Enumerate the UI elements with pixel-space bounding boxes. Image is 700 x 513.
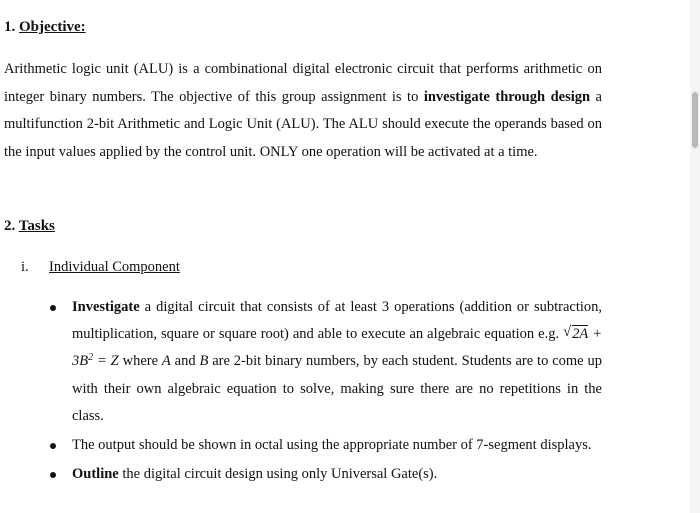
variable-a: A: [161, 353, 171, 370]
bullet-icon: [50, 443, 56, 449]
subsection-heading: [21, 258, 180, 276]
section-number: 1.: [4, 19, 16, 35]
bullet-text: and: [170, 353, 200, 370]
bullet-bold: Outline: [72, 466, 119, 483]
square-root-expression: [563, 321, 588, 348]
bullet-text: the digital circuit design using only Universal Gate(s).: [118, 466, 438, 483]
objective-text-end: a multifunction 2-bit Arithmetic and Logic Unit (ALU). The ALU should execute the operands based on the input values applied by the control unit. ONLY one operation will be activated at a time.: [4, 88, 602, 160]
bullet-icon: [50, 305, 56, 311]
list-item: [48, 432, 602, 459]
bullet-text: The output should be shown in octal using the appropriate number of 7-segment displays.: [72, 437, 592, 454]
section-heading-tasks: [4, 217, 55, 235]
bullet-text: a digital circuit that consists of at least 3 operations (addition or subtraction, multiplication, square or square root) and able to execute an algebraic equation e.g.: [72, 299, 602, 343]
radicand: 2A: [572, 326, 589, 343]
variable-b: B: [199, 353, 209, 370]
section-title: Objective:: [19, 19, 86, 35]
task-list: [48, 294, 602, 490]
section-number: 2.: [4, 218, 16, 234]
scrollbar-thumb[interactable]: [692, 92, 698, 148]
list-item: [48, 294, 602, 430]
objective-paragraph: [4, 56, 602, 166]
bullet-text: where: [118, 353, 162, 370]
section-heading-objective: [4, 18, 86, 36]
bullet-icon: [50, 472, 56, 478]
vertical-scrollbar[interactable]: [690, 0, 700, 513]
subsection-number: i.: [21, 259, 29, 275]
radical-sign-icon: √: [563, 324, 572, 341]
list-item: [48, 461, 602, 488]
subsection-title: Individual Component: [49, 259, 180, 275]
objective-text-start: Arithmetic logic unit (ALU) is a combinational digital electronic circuit that performs arithmetic on integer binary numbers. The objective of this group assignment is to: [4, 61, 602, 105]
objective-text-bold: investigate through design: [423, 88, 591, 105]
equation-exponent: 2: [88, 352, 94, 364]
bullet-text: are 2-bit binary numbers, by each student. Students are to come up with their own algebraic equation to solve, making sure there are no repetitions in the class.: [72, 353, 603, 424]
section-title: Tasks: [18, 218, 55, 234]
bullet-bold: Investigate: [72, 299, 140, 315]
equation-middle: + 3B: [72, 326, 602, 370]
equation-end: = Z: [93, 353, 119, 370]
